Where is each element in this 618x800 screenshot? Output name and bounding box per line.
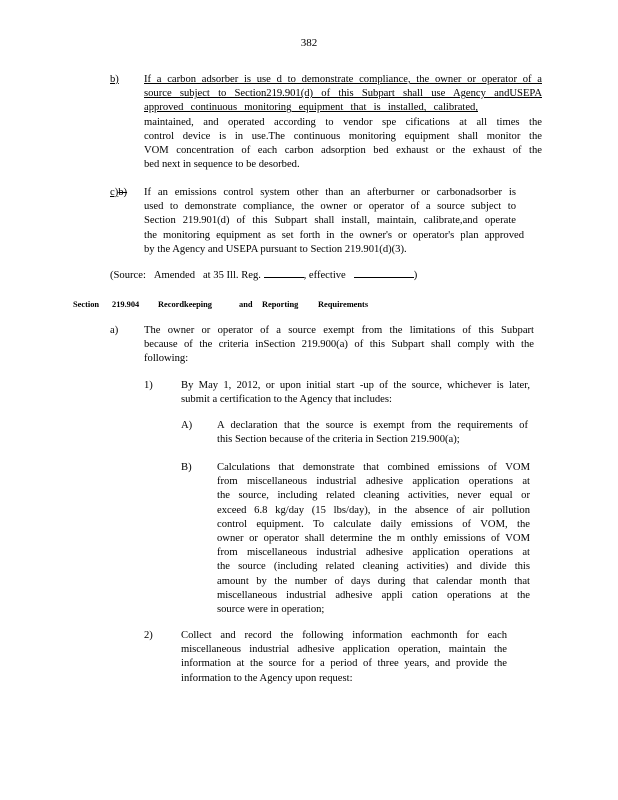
item-B-line-7: from miscellaneous industrial adhesive application operations at	[217, 547, 530, 559]
item-1-line-1: By May 1, 2012, or upon initial start -up of the source, whichever is later,	[181, 380, 530, 391]
item-A-line-2: this Section because of the criteria in Section 219.900(a);	[217, 434, 460, 446]
item-b-text	[144, 73, 542, 172]
item-B-line-1: Calculations that demonstrate that combined emissions of VOM	[217, 462, 530, 473]
item-B-line-4: exceed 6.8 kg/day (15 lbs/day), in the absence of air pollution	[217, 504, 530, 516]
item-b-line-4: maintained, and operated according to vendor spe cifications at all times the	[144, 116, 542, 128]
item-B-line-10: miscellaneous industrial adhesive appli cation operations at the	[217, 589, 530, 601]
item-b-label: b)	[110, 74, 119, 85]
item-A-text	[217, 419, 528, 447]
item-B-label: B)	[181, 462, 192, 473]
section-word: Section	[73, 300, 100, 309]
source-amended: Amended	[153, 270, 196, 281]
source-note	[110, 268, 417, 283]
item-c-line-1: If an emissions control system other than an afterburner or carbonadsorber is	[144, 187, 516, 198]
item-c-label-new: c)	[110, 187, 119, 198]
item-b-line-5: control device is in use.The continuous monitoring equipment shall monitor the	[144, 130, 542, 142]
section-number: 219.904	[112, 300, 140, 309]
item-c-text	[144, 186, 524, 257]
item-2-text	[181, 629, 507, 686]
item-B-line-2: from miscellaneous industrial adhesive application operations at	[217, 476, 530, 488]
item-a-line-2: because of the criteria inSection 219.900(a) of this Subpart shall comply with the	[144, 339, 534, 351]
item-a-line-1: The owner or operator of a source exempt from the limitations of this Subpart	[144, 325, 534, 336]
item-B-line-8: the source (including related cleaning activities) and divide this	[217, 561, 530, 573]
item-B-line-5: control equipment. To calculate daily emissions of VOM, the	[217, 518, 530, 530]
item-c-line-4: the monitoring equipment as set forth in the owner's or operator's plan approved	[144, 229, 524, 241]
item-c-label-deleted: b)	[118, 187, 128, 198]
item-2-label: 2)	[144, 630, 153, 641]
item-1-text	[181, 379, 530, 407]
item-c-line-5: by the Agency and USEPA pursuant to Section 219.901(d)(3).	[144, 243, 407, 255]
source-close: )	[413, 270, 418, 281]
item-1-line-2: submit a certification to the Agency that includes:	[181, 394, 392, 406]
source-prefix: (Source:	[110, 270, 146, 281]
section-title-2: and	[239, 300, 253, 309]
section-title-3: Reporting	[262, 300, 299, 309]
item-c-line-3: Section 219.901(d) of this Subpart shall install, maintain, calibrate,and operate	[144, 215, 516, 227]
item-B-text	[217, 461, 530, 617]
page-number: 382	[300, 37, 318, 49]
item-B-line-9: amount by the number of days during that calendar month that	[217, 575, 530, 587]
source-at: at 35 Ill. Reg.	[202, 270, 261, 281]
item-c-label	[110, 186, 127, 200]
item-a-text	[144, 324, 534, 367]
item-b-line-7: bed next in sequence to be desorbed.	[144, 159, 300, 171]
item-2-line-2: miscellaneous industrial adhesive application operation, maintain the	[181, 644, 507, 656]
item-A-line-1: A declaration that the source is exempt from the requirements of	[217, 420, 528, 431]
item-1-label: 1)	[144, 380, 153, 391]
item-A-label: A)	[181, 420, 193, 431]
item-b-line-6: VOM concentration of each carbon adsorption bed exhaust or the exhaust of the	[144, 145, 542, 157]
item-B-line-6: owner or operator shall determine the m onthly emissions of VOM	[217, 533, 530, 545]
item-c-line-2: used to demonstrate compliance, the owner or operator of a source subject to	[144, 201, 516, 213]
section-title-4: Requirements	[318, 300, 369, 309]
item-2-line-4: information to the Agency upon request:	[181, 672, 353, 684]
item-2-line-1: Collect and record the following information eachmonth for each	[181, 630, 507, 641]
item-a-line-3: following:	[144, 353, 189, 365]
item-b-line-3: approved continuous monitoring equipment that is installed, calibrated,	[144, 102, 478, 114]
source-blank-reg	[264, 268, 304, 278]
section-heading	[0, 298, 618, 312]
item-B-line-11: source were in operation;	[217, 604, 325, 616]
item-2-line-3: information at the source for a period of three years, and provide the	[181, 658, 507, 670]
item-b-line-1: If a carbon adsorber is use d to demonstrate compliance, the owner or operator of a	[144, 74, 542, 85]
item-a-label: a)	[110, 325, 119, 336]
source-effective: , effective	[303, 270, 346, 281]
item-b-line-2: source subject to Section219.901(d) of this Subpart shall use Agency andUSEPA	[144, 88, 542, 100]
item-B-line-3: the source, including related cleaning activities, never equal or	[217, 490, 530, 502]
source-blank-date	[354, 268, 414, 278]
section-title-1: Recordkeeping	[158, 300, 212, 309]
